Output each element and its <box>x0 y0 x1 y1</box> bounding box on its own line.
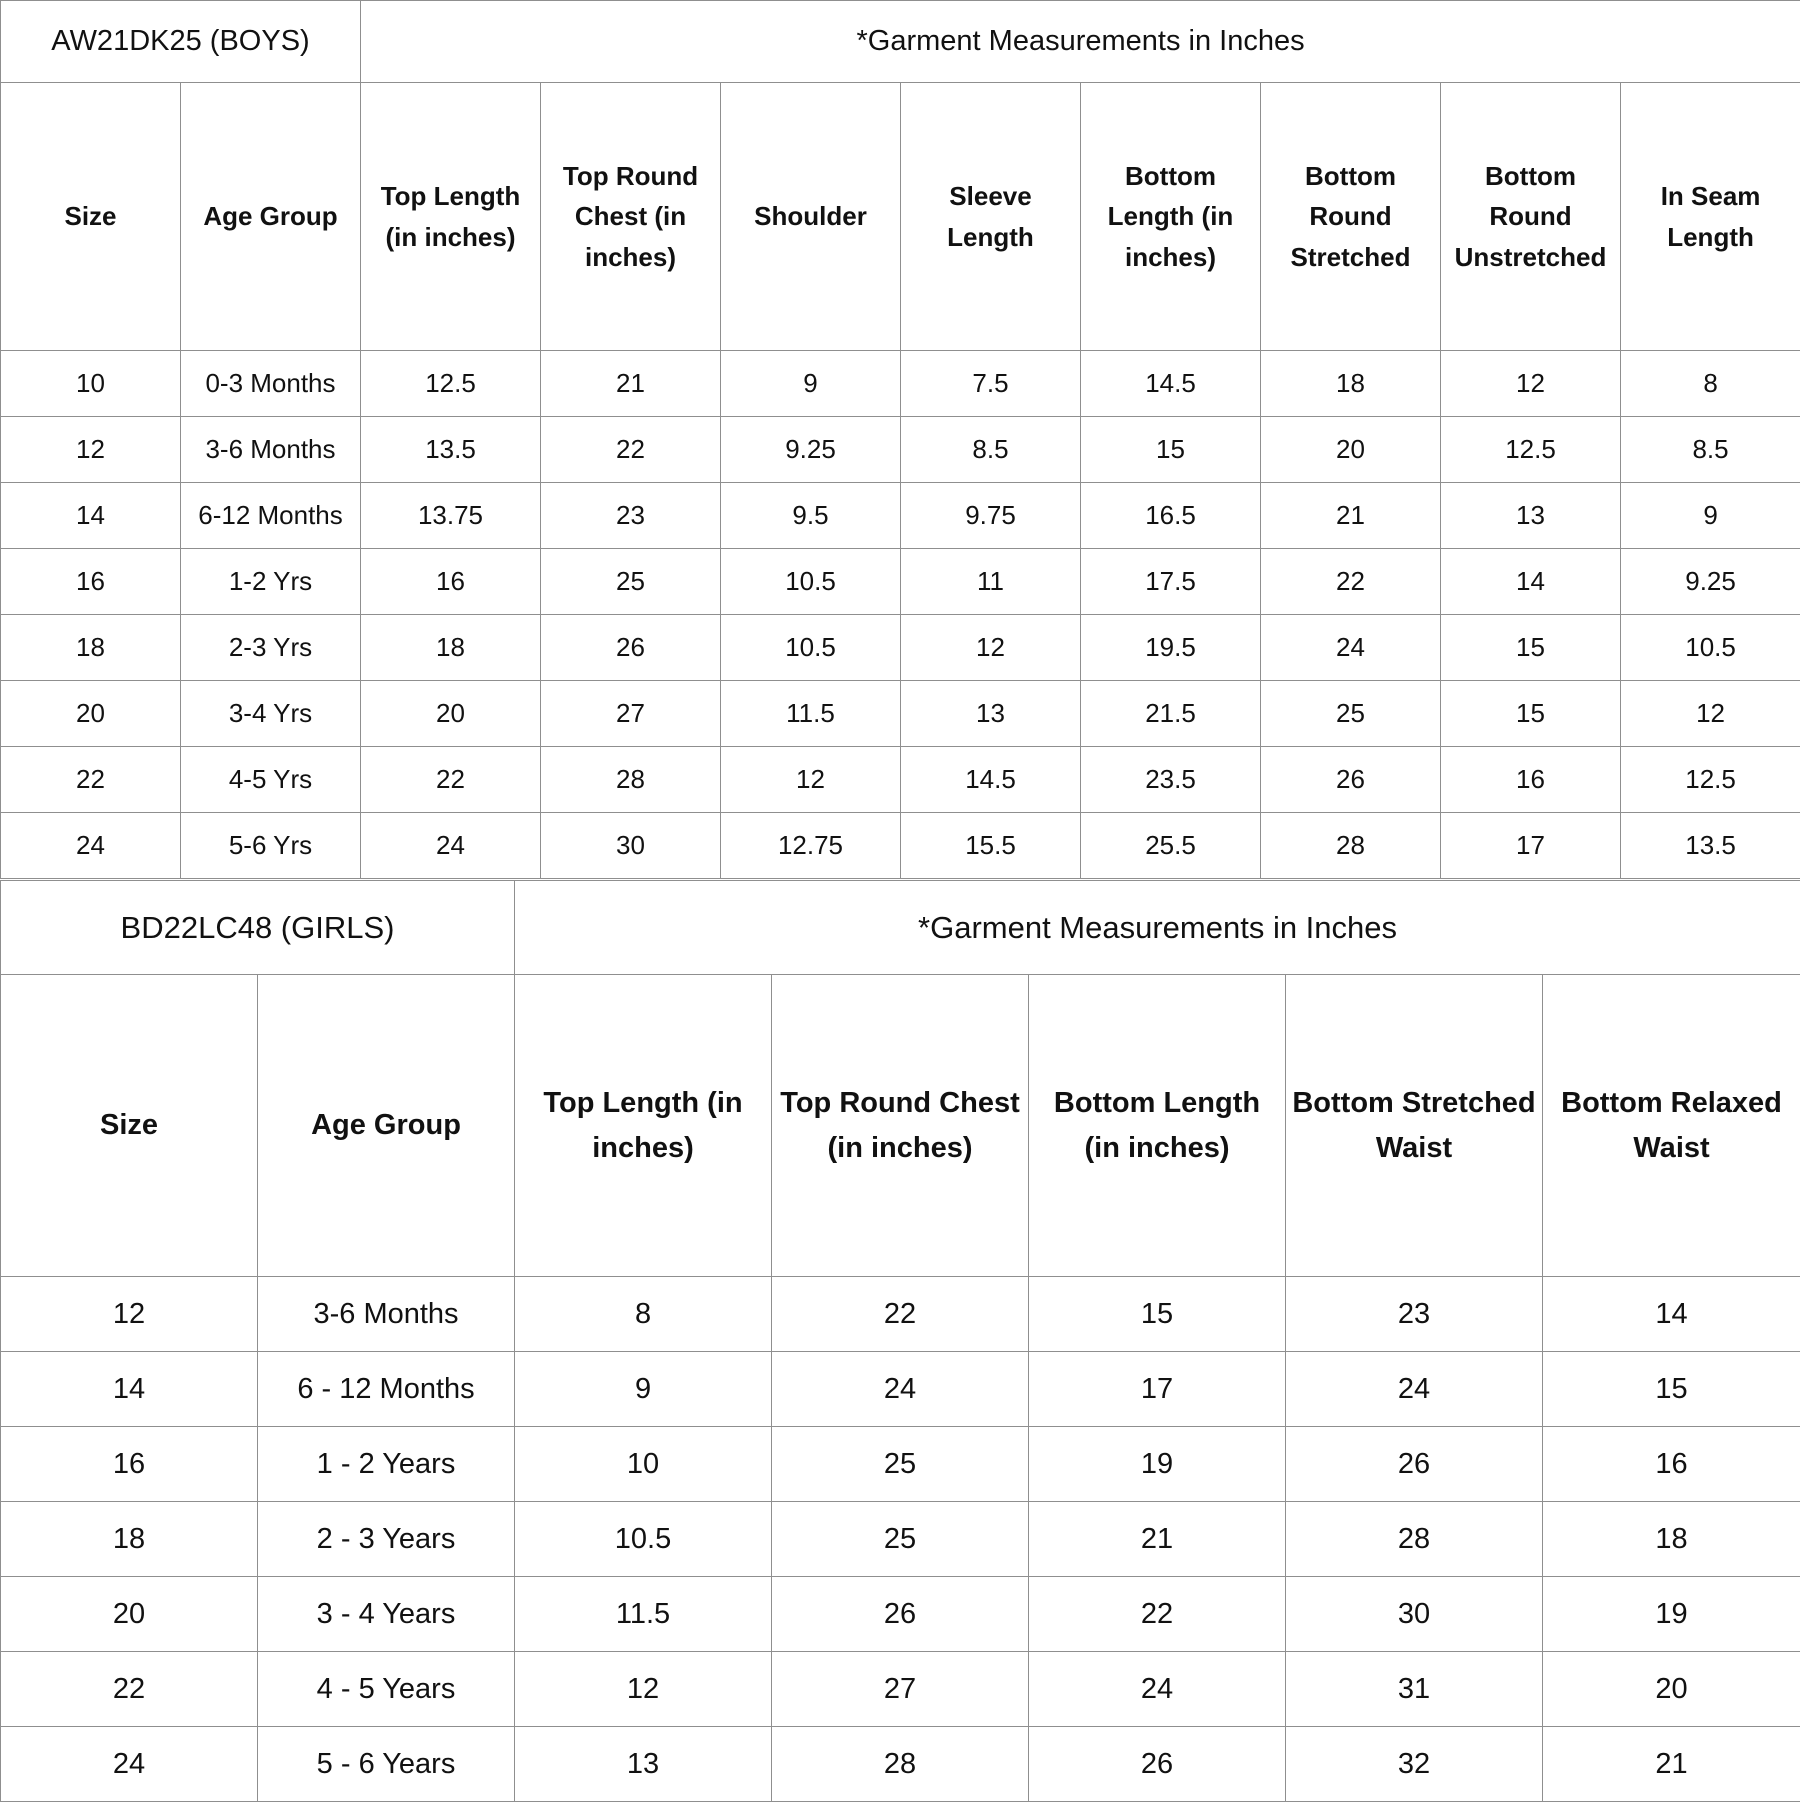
boys-table-row <box>1 483 1800 549</box>
boys-table-cell: 12 <box>901 615 1081 681</box>
boys-table-cell: 12.75 <box>721 813 901 879</box>
boys-table-cell: 26 <box>541 615 721 681</box>
boys-table-cell: 11.5 <box>721 681 901 747</box>
girls-table-cell: 26 <box>772 1577 1029 1652</box>
boys-table-cell: 13 <box>901 681 1081 747</box>
boys-table-cell: 18 <box>1261 351 1441 417</box>
boys-table-cell: 17 <box>1441 813 1621 879</box>
boys-table-cell: 12 <box>1441 351 1621 417</box>
girls-header-cell: Bottom Stretched Waist <box>1286 975 1543 1277</box>
boys-table-cell: 8 <box>1621 351 1800 417</box>
boys-table-cell: 2-3 Yrs <box>181 615 361 681</box>
girls-table-cell: 12 <box>1 1277 258 1352</box>
boys-table-cell: 12.5 <box>1441 417 1621 483</box>
boys-table-cell: 15 <box>1081 417 1261 483</box>
boys-table-body <box>1 351 1800 879</box>
girls-table-cell: 6 - 12 Months <box>258 1352 515 1427</box>
boys-table-cell: 16 <box>361 549 541 615</box>
boys-table-cell: 9 <box>721 351 901 417</box>
boys-table-cell: 10.5 <box>721 549 901 615</box>
boys-table-cell: 9.25 <box>721 417 901 483</box>
boys-table-cell: 25 <box>541 549 721 615</box>
boys-product-code: AW21DK25 (BOYS) <box>1 1 361 83</box>
boys-table-cell: 22 <box>361 747 541 813</box>
girls-table-cell: 24 <box>1029 1652 1286 1727</box>
girls-table-body <box>1 1277 1800 1802</box>
boys-table-cell: 28 <box>541 747 721 813</box>
girls-table-cell: 3 - 4 Years <box>258 1577 515 1652</box>
boys-table-cell: 24 <box>1261 615 1441 681</box>
boys-table-cell: 23 <box>541 483 721 549</box>
girls-table-cell: 25 <box>772 1502 1029 1577</box>
girls-table-cell: 22 <box>1 1652 258 1727</box>
boys-table-cell: 25.5 <box>1081 813 1261 879</box>
boys-table-cell: 13.5 <box>1621 813 1800 879</box>
boys-table-cell: 23.5 <box>1081 747 1261 813</box>
boys-header-cell: Top Round Chest (in inches) <box>541 83 721 351</box>
girls-table-cell: 24 <box>772 1352 1029 1427</box>
boys-title-row <box>1 1 1800 83</box>
girls-table-cell: 14 <box>1543 1277 1800 1352</box>
boys-table-cell: 30 <box>541 813 721 879</box>
boys-table-cell: 21 <box>1261 483 1441 549</box>
girls-header-cell: Top Length (in inches) <box>515 975 772 1277</box>
girls-table-cell: 15 <box>1029 1277 1286 1352</box>
girls-header-row <box>1 975 1800 1277</box>
girls-header-cell: Top Round Chest (in inches) <box>772 975 1029 1277</box>
girls-table-cell: 17 <box>1029 1352 1286 1427</box>
boys-table-cell: 4-5 Yrs <box>181 747 361 813</box>
girls-table-cell: 11.5 <box>515 1577 772 1652</box>
girls-header-cell: Age Group <box>258 975 515 1277</box>
girls-table-cell: 9 <box>515 1352 772 1427</box>
boys-header-cell: Bottom Round Stretched <box>1261 83 1441 351</box>
girls-table-row <box>1 1352 1800 1427</box>
boys-table-cell: 8.5 <box>1621 417 1800 483</box>
boys-header-cell: Age Group <box>181 83 361 351</box>
boys-table-cell: 17.5 <box>1081 549 1261 615</box>
boys-table-cell: 16 <box>1 549 181 615</box>
boys-table-cell: 19.5 <box>1081 615 1261 681</box>
girls-table-cell: 15 <box>1543 1352 1800 1427</box>
girls-table-cell: 28 <box>1286 1502 1543 1577</box>
boys-table-cell: 8.5 <box>901 417 1081 483</box>
girls-table-cell: 27 <box>772 1652 1029 1727</box>
boys-header-cell: In Seam Length <box>1621 83 1800 351</box>
boys-table-cell: 6-12 Months <box>181 483 361 549</box>
girls-table-cell: 24 <box>1286 1352 1543 1427</box>
boys-table-cell: 16 <box>1441 747 1621 813</box>
girls-table-cell: 1 - 2 Years <box>258 1427 515 1502</box>
boys-table-cell: 24 <box>1 813 181 879</box>
girls-table-cell: 3-6 Months <box>258 1277 515 1352</box>
boys-header-cell: Bottom Length (in inches) <box>1081 83 1261 351</box>
boys-table-cell: 3-6 Months <box>181 417 361 483</box>
boys-table-row <box>1 681 1800 747</box>
boys-table-cell: 9.25 <box>1621 549 1800 615</box>
girls-table-cell: 24 <box>1 1727 258 1802</box>
boys-table-cell: 27 <box>541 681 721 747</box>
boys-table-cell: 12 <box>1621 681 1800 747</box>
boys-header-cell: Bottom Round Unstretched <box>1441 83 1621 351</box>
boys-table-row <box>1 747 1800 813</box>
girls-table-cell: 25 <box>772 1427 1029 1502</box>
boys-table-cell: 10.5 <box>721 615 901 681</box>
boys-table-cell: 26 <box>1261 747 1441 813</box>
boys-table-cell: 9.5 <box>721 483 901 549</box>
girls-table-cell: 20 <box>1543 1652 1800 1727</box>
boys-table-cell: 14 <box>1441 549 1621 615</box>
boys-table-cell: 22 <box>1261 549 1441 615</box>
girls-table-cell: 23 <box>1286 1277 1543 1352</box>
girls-table-cell: 10 <box>515 1427 772 1502</box>
girls-table-cell: 28 <box>772 1727 1029 1802</box>
girls-table-row <box>1 1652 1800 1727</box>
girls-table-title: *Garment Measurements in Inches <box>515 881 1800 975</box>
girls-title-row <box>1 881 1800 975</box>
girls-table-cell: 31 <box>1286 1652 1543 1727</box>
girls-table-cell: 14 <box>1 1352 258 1427</box>
girls-table-cell: 2 - 3 Years <box>258 1502 515 1577</box>
boys-header-cell: Shoulder <box>721 83 901 351</box>
girls-table-cell: 18 <box>1 1502 258 1577</box>
boys-table-row <box>1 615 1800 681</box>
boys-table-cell: 25 <box>1261 681 1441 747</box>
girls-table-cell: 16 <box>1543 1427 1800 1502</box>
boys-table-cell: 13.75 <box>361 483 541 549</box>
girls-table-cell: 16 <box>1 1427 258 1502</box>
boys-table-cell: 14.5 <box>901 747 1081 813</box>
girls-table-cell: 22 <box>772 1277 1029 1352</box>
girls-table-row <box>1 1427 1800 1502</box>
boys-table-cell: 14.5 <box>1081 351 1261 417</box>
boys-table-row <box>1 549 1800 615</box>
girls-table-cell: 26 <box>1029 1727 1286 1802</box>
boys-table-cell: 3-4 Yrs <box>181 681 361 747</box>
boys-table-cell: 16.5 <box>1081 483 1261 549</box>
boys-table-cell: 15.5 <box>901 813 1081 879</box>
boys-table-cell: 24 <box>361 813 541 879</box>
boys-table-cell: 11 <box>901 549 1081 615</box>
girls-table-cell: 21 <box>1543 1727 1800 1802</box>
boys-table-row <box>1 351 1800 417</box>
girls-table-cell: 22 <box>1029 1577 1286 1652</box>
boys-table-cell: 1-2 Yrs <box>181 549 361 615</box>
boys-header-cell: Sleeve Length <box>901 83 1081 351</box>
boys-table-cell: 18 <box>361 615 541 681</box>
girls-table-cell: 10.5 <box>515 1502 772 1577</box>
boys-table-cell: 15 <box>1441 681 1621 747</box>
boys-header-cell: Size <box>1 83 181 351</box>
girls-table-row <box>1 1727 1800 1802</box>
boys-table-cell: 12.5 <box>361 351 541 417</box>
girls-table-cell: 26 <box>1286 1427 1543 1502</box>
boys-table-cell: 20 <box>1 681 181 747</box>
girls-table-cell: 30 <box>1286 1577 1543 1652</box>
girls-header-cell: Bottom Relaxed Waist <box>1543 975 1800 1277</box>
boys-table-cell: 18 <box>1 615 181 681</box>
girls-table-cell: 13 <box>515 1727 772 1802</box>
boys-table-cell: 13.5 <box>361 417 541 483</box>
girls-table-cell: 19 <box>1029 1427 1286 1502</box>
boys-table-cell: 12.5 <box>1621 747 1800 813</box>
girls-table-cell: 4 - 5 Years <box>258 1652 515 1727</box>
boys-table-cell: 10.5 <box>1621 615 1800 681</box>
boys-table-cell: 21.5 <box>1081 681 1261 747</box>
girls-table-cell: 19 <box>1543 1577 1800 1652</box>
girls-table-row <box>1 1277 1800 1352</box>
boys-table-cell: 9 <box>1621 483 1800 549</box>
boys-table-cell: 12 <box>721 747 901 813</box>
girls-header-cell: Bottom Length (in inches) <box>1029 975 1286 1277</box>
girls-table-row <box>1 1577 1800 1652</box>
girls-table-cell: 18 <box>1543 1502 1800 1577</box>
boys-table-cell: 14 <box>1 483 181 549</box>
girls-table-cell: 12 <box>515 1652 772 1727</box>
girls-table-row <box>1 1502 1800 1577</box>
boys-header-cell: Top Length (in inches) <box>361 83 541 351</box>
boys-table-cell: 0-3 Months <box>181 351 361 417</box>
girls-table-cell: 20 <box>1 1577 258 1652</box>
girls-size-table <box>0 880 1800 1802</box>
girls-header-cell: Size <box>1 975 258 1277</box>
boys-table-cell: 5-6 Yrs <box>181 813 361 879</box>
boys-table-title: *Garment Measurements in Inches <box>361 1 1800 83</box>
girls-table-cell: 32 <box>1286 1727 1543 1802</box>
boys-table-cell: 13 <box>1441 483 1621 549</box>
boys-table-cell: 9.75 <box>901 483 1081 549</box>
boys-table-cell: 7.5 <box>901 351 1081 417</box>
boys-header-row <box>1 83 1800 351</box>
boys-table-cell: 20 <box>361 681 541 747</box>
girls-table-cell: 8 <box>515 1277 772 1352</box>
boys-table-row <box>1 417 1800 483</box>
boys-table-cell: 10 <box>1 351 181 417</box>
boys-table-cell: 22 <box>541 417 721 483</box>
boys-table-cell: 28 <box>1261 813 1441 879</box>
girls-table-cell: 5 - 6 Years <box>258 1727 515 1802</box>
boys-table-cell: 20 <box>1261 417 1441 483</box>
boys-table-cell: 21 <box>541 351 721 417</box>
girls-table-cell: 21 <box>1029 1502 1286 1577</box>
boys-size-table <box>0 0 1800 879</box>
boys-table-cell: 15 <box>1441 615 1621 681</box>
boys-table-cell: 22 <box>1 747 181 813</box>
boys-table-row <box>1 813 1800 879</box>
girls-product-code: BD22LC48 (GIRLS) <box>1 881 515 975</box>
boys-table-cell: 12 <box>1 417 181 483</box>
